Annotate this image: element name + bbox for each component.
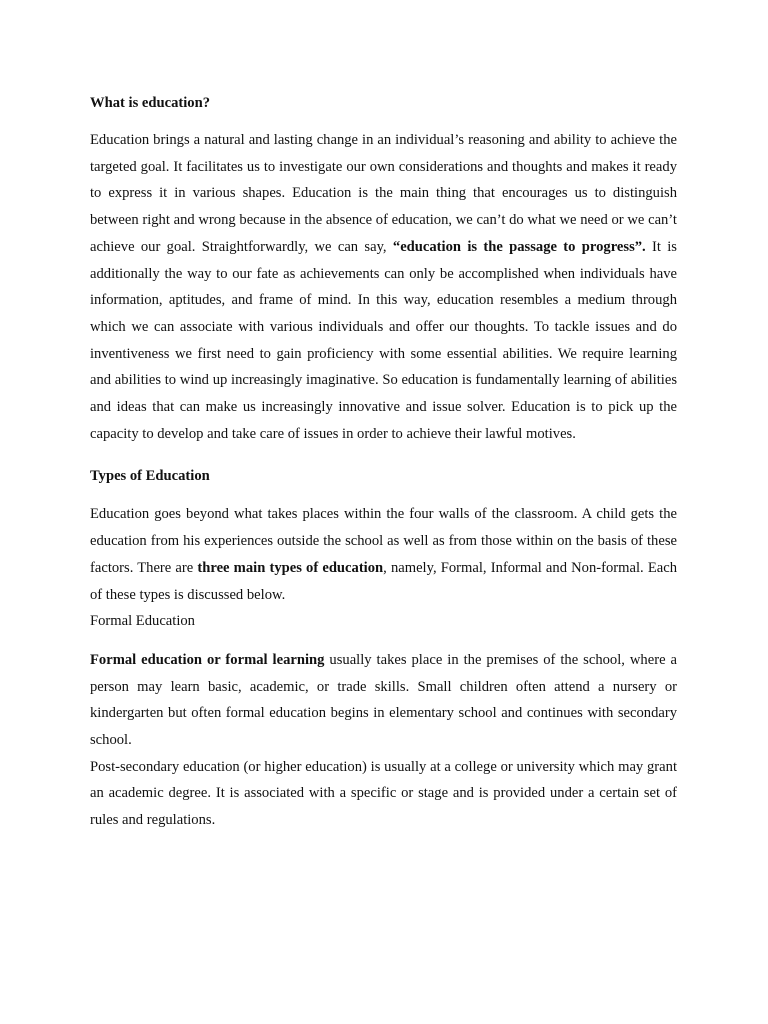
intro-text-end: It is additionally the way to our fate as achievements can only be accomplished when individuals have information, aptitudes, and frame of mind. In this way, education resembles a medium through which we can associate with various individuals and offer our thoughts. To tackle issues and do inventiveness we first need to gain proficiency with some essential abilities. We require learning and abilities to wind up increasingly imaginative. So education is fundamentally learning of abilities and ideas that can make us increasingly innovative and issue solver. Education is to pick up the capacity to develop and take care of issues in order to achieve their lawful motives. [90, 238, 677, 442]
paragraph-post-secondary: Post-secondary education (or higher education) is usually at a college or university which may grant an academic degree. It is associated with a specific or stage and is provided under a certain set of rules and regulations. [90, 758, 677, 829]
heading-types-of-education: Types of Education [90, 468, 210, 485]
paragraph-formal-education [90, 647, 677, 754]
paragraph-types-of-education [90, 501, 677, 608]
formal-text: usually takes place in the premises of the school, where a person may learn basic, academic, or trade skills. Small children often attend a nursery or kindergarten but often formal education begins in elementary school and continues with secondary school. [90, 651, 677, 749]
paragraph-what-is-education [90, 127, 677, 447]
document-page [90, 92, 677, 834]
subheading-formal-education: Formal Education [90, 613, 195, 630]
heading-what-is-education: What is education? [90, 95, 211, 111]
formal-bold-phrase: Formal education or formal learning [90, 651, 325, 668]
types-text-start: Education goes beyond what takes places within the four walls of the classroom. A child gets the education from his experiences outside the school as well as from those within on the basis of these factors. There are [90, 506, 677, 576]
intro-bold-quote: “education is the passage to progress”. [392, 238, 646, 255]
types-bold-phrase: three main types of education [197, 559, 384, 576]
intro-text-start: Education brings a natural and lasting change in an individual’s reasoning and ability to achieve the targeted goal. It facilitates us to investigate our own considerations and thoughts and makes it ready to express it in various shapes. Education is the main thing that encourages us to distinguish between right and wrong because in the absence of education, we can’t do what we need or we can’t achieve our goal. Straightforwardly, we can say, [90, 132, 677, 255]
types-text-end: , namely, Formal, Informal and Non-formal. Each of these types is discussed below. [90, 559, 677, 603]
